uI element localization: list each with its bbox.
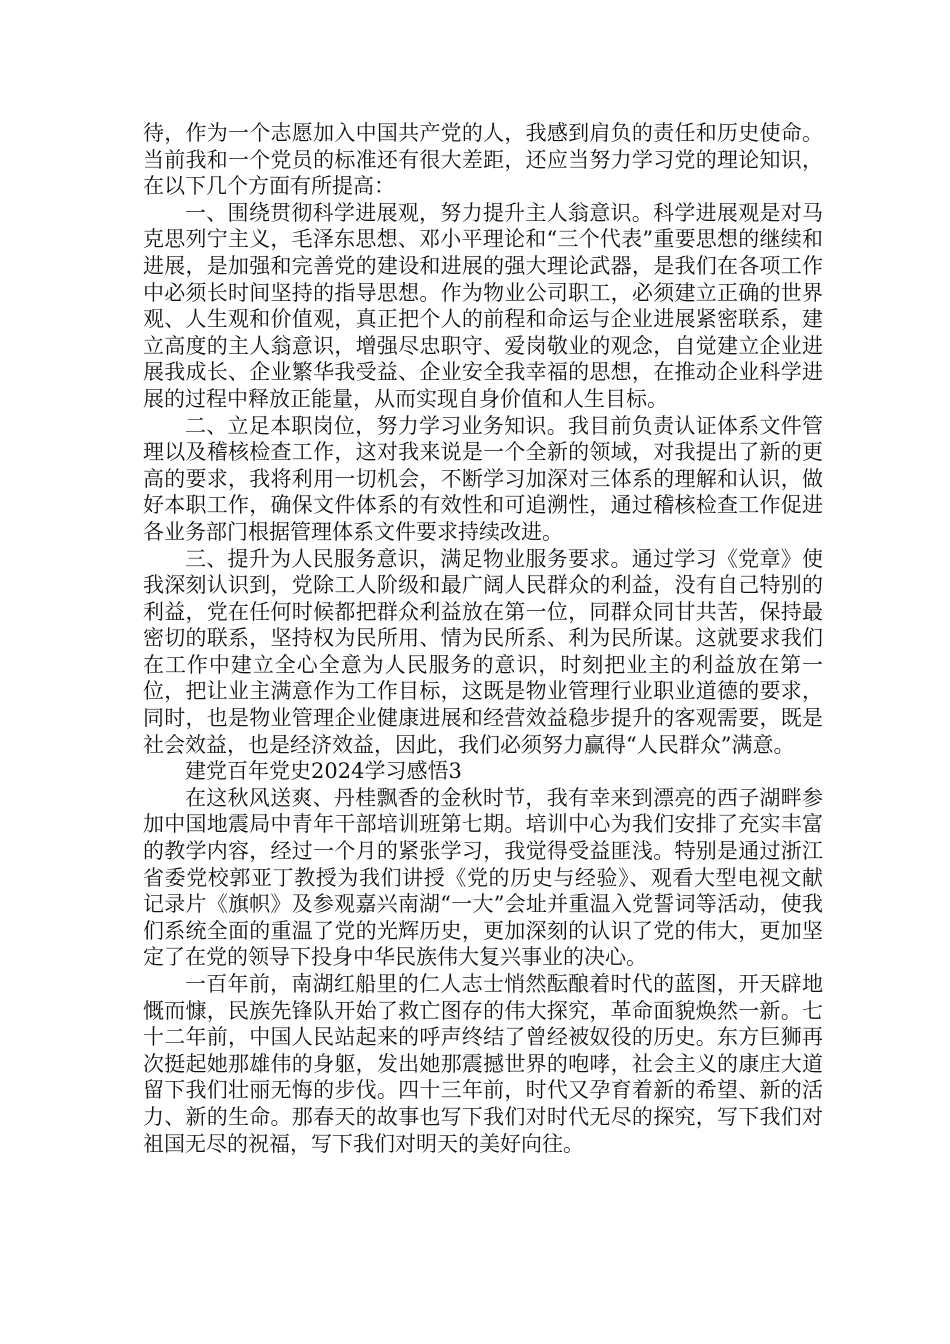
document-body (143, 120, 823, 1157)
paragraph-2: 一、围绕贯彻科学进展观，努力提升主人翁意识。科学进展观是对马克思列宁主义，毛泽东思想、邓小平理论和“三个代表”重要思想的继续和进展，是加强和完善党的建设和进展的强大理论武器，是我们在各项工作中必须长时间坚持的指导思想。作为物业公司职工，必须建立正确的世界观、人生观和价值观，真正把个人的前程和命运与企业进展紧密联系，建立高度的主人翁意识，增强尽忠职守、爱岗敬业的观念，自觉建立企业进展我成长、企业繁华我受益、企业安全我幸福的思想，在推动企业科学进展的过程中释放正能量，从而实现自身价值和人生目标。 (143, 200, 823, 411)
paragraph-5: 在这秋风送爽、丹桂飘香的金秋时节，我有幸来到漂亮的西子湖畔参加中国地震局中青年干部培训班第七期。培训中心为我们安排了充实丰富的教学内容，经过一个月的紧张学习，我觉得受益匪浅。特别是通过浙江省委党校郭亚丁教授为我们讲授《党的历史与经验》、观看大型电视文献记录片《旗帜》及参观嘉兴南湖“一大”会址并重温入党誓词等活动，使我们系统全面的重温了党的光辉历史，更加深刻的认识了党的伟大，更加坚定了在党的领导下投身中华民族伟大复兴事业的决心。 (143, 785, 823, 970)
paragraph-4: 三、提升为人民服务意识，满足物业服务要求。通过学习《党章》使我深刻认识到，党除工人阶级和最广阔人民群众的利益，没有自己特别的利益，党在任何时候都把群众利益放在第一位，同群众同甘共苦，保持最密切的联系，坚持权为民所用、情为民所系、利为民所谋。这就要求我们在工作中建立全心全意为人民服务的意识，时刻把业主的利益放在第一位，把让业主满意作为工作目标，这既是物业管理行业职业道德的要求，同时，也是物业管理企业健康进展和经营效益稳步提升的客观需要，既是社会效益，也是经济效益，因此，我们必须努力赢得“人民群众”满意。 (143, 546, 823, 757)
paragraph-6: 一百年前，南湖红船里的仁人志士悄然酝酿着时代的蓝图，开天辟地慨而慷，民族先锋队开始了救亡图存的伟大探究，革命面貌焕然一新。七十二年前，中国人民站起来的呼声终结了曾经被奴役的历史。东方巨狮再次挺起她那雄伟的身躯，发出她那震撼世界的咆哮，社会主义的康庄大道留下我们壮丽无悔的步伐。四十三年前，时代又孕育着新的希望、新的活力、新的生命。那春天的故事也写下我们对时代无尽的探究，写下我们对祖国无尽的祝福，写下我们对明天的美好向往。 (143, 972, 823, 1156)
section-heading: 建党百年党史2024学习感悟3 (185, 759, 462, 784)
paragraph-1: 待，作为一个志愿加入中国共产党的人，我感到肩负的责任和历史使命。当前我和一个党员的标准还有很大差距，还应当努力学习党的理论知识，在以下几个方面有所提高： (143, 121, 823, 199)
paragraph-3: 二、立足本职岗位，努力学习业务知识。我目前负责认证体系文件管理以及稽核检查工作，这对我来说是一个全新的领域，对我提出了新的更高的要求，我将利用一切机会，不断学习加深对三体系的理解和认识，做好本职工作，确保文件体系的有效性和可追溯性，通过稽核检查工作促进各业务部门根据管理体系文件要求持续改进。 (143, 413, 823, 544)
